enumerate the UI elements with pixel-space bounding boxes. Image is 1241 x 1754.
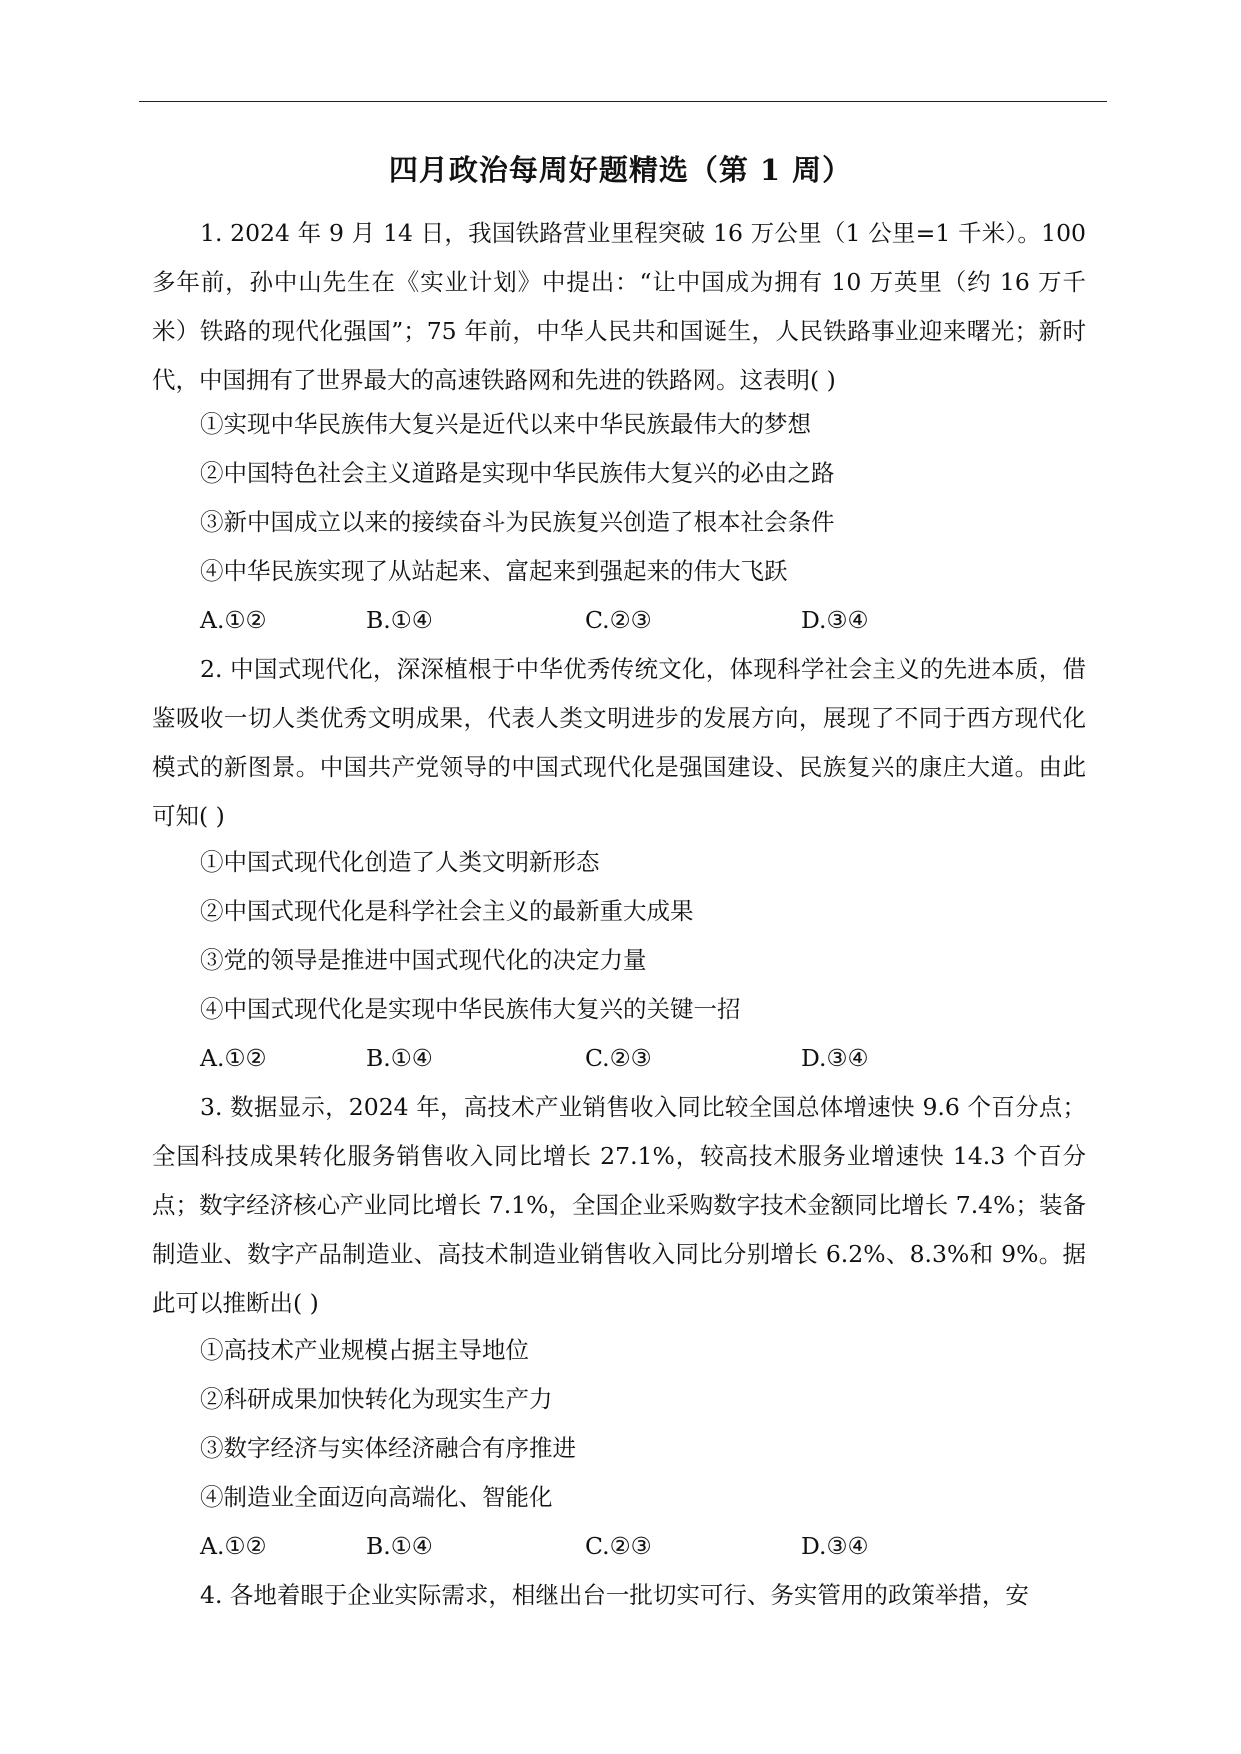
option-a[interactable]: A.①②: [200, 606, 267, 634]
header-rule: [139, 101, 1107, 102]
option-c[interactable]: C.②③: [585, 606, 652, 634]
option-b[interactable]: B.①④: [366, 606, 433, 634]
question-2-options: [200, 1034, 920, 1083]
option-b[interactable]: B.①④: [366, 1044, 433, 1072]
question-1-statement-4: ④中华民族实现了从站起来、富起来到强起来的伟大飞跃: [200, 557, 788, 585]
option-a[interactable]: A.①②: [200, 1044, 267, 1072]
question-4-stem: 4. 各地着眼于企业实际需求，相继出台一批切实可行、务实管用的政策举措，安: [200, 1581, 1029, 1609]
question-2-stem: 2. 中国式现代化，深深植根于中华优秀传统文化，体现科学社会主义的先进本质，借鉴吸收一切人类优秀文明成果，代表人类文明进步的发展方向，展现了不同于西方现代化模式的新图景。中国共产党领导的中国式现代化是强国建设、民族复兴的康庄大道。由此可知( ): [152, 655, 1086, 830]
option-d[interactable]: D.③④: [801, 606, 869, 634]
option-d[interactable]: D.③④: [801, 1532, 869, 1560]
question-3-statement-2: ②科研成果加快转化为现实生产力: [200, 1385, 553, 1413]
question-3-statement-4: ④制造业全面迈向高端化、智能化: [200, 1483, 553, 1511]
question-1-statement-2: ②中国特色社会主义道路是实现中华民族伟大复兴的必由之路: [200, 459, 835, 487]
option-a[interactable]: A.①②: [200, 1532, 267, 1560]
question-1-statement-1: ①实现中华民族伟大复兴是近代以来中华民族最伟大的梦想: [200, 410, 811, 438]
question-3-statement-1: ①高技术产业规模占据主导地位: [200, 1336, 529, 1364]
question-2-statement-4: ④中国式现代化是实现中华民族伟大复兴的关键一招: [200, 995, 741, 1023]
question-2-statement-3: ③党的领导是推进中国式现代化的决定力量: [200, 946, 647, 974]
page-title: 四月政治每周好题精选（第 1 周）: [388, 153, 853, 187]
question-2-statement-2: ②中国式现代化是科学社会主义的最新重大成果: [200, 897, 694, 925]
question-1-statement-3: ③新中国成立以来的接续奋斗为民族复兴创造了根本社会条件: [200, 508, 835, 536]
question-2-statement-1: ①中国式现代化创造了人类文明新形态: [200, 848, 600, 876]
question-1-options: [200, 596, 920, 645]
option-b[interactable]: B.①④: [366, 1532, 433, 1560]
option-c[interactable]: C.②③: [585, 1532, 652, 1560]
question-3-statement-3: ③数字经济与实体经济融合有序推进: [200, 1434, 576, 1462]
option-c[interactable]: C.②③: [585, 1044, 652, 1072]
option-d[interactable]: D.③④: [801, 1044, 869, 1072]
question-1-stem: 1. 2024 年 9 月 14 日，我国铁路营业里程突破 16 万公里（1 公里=1 千米）。100 多年前，孙中山先生在《实业计划》中提出：“让中国成为拥有 10 万英里（约 16 万千米）铁路的现代化强国”；75 年前，中华人民共和国诞生，人民铁路事业迎来曙光；新时代，中国拥有了世界最大的高速铁路网和先进的铁路网。这表明( ): [152, 219, 1086, 394]
question-3-stem: 3. 数据显示，2024 年，高技术产业销售收入同比较全国总体增速快 9.6 个百分点；全国科技成果转化服务销售收入同比增长 27.1%，较高技术服务业增速快 14.3 个百分点；数字经济核心产业同比增长 7.1%，全国企业采购数字技术金额同比增长 7.4%；装备制造业、数字产品制造业、高技术制造业销售收入同比分别增长 6.2%、8.3%和 9%。据此可以推断出( ): [152, 1093, 1086, 1317]
question-3-options: [200, 1522, 920, 1571]
